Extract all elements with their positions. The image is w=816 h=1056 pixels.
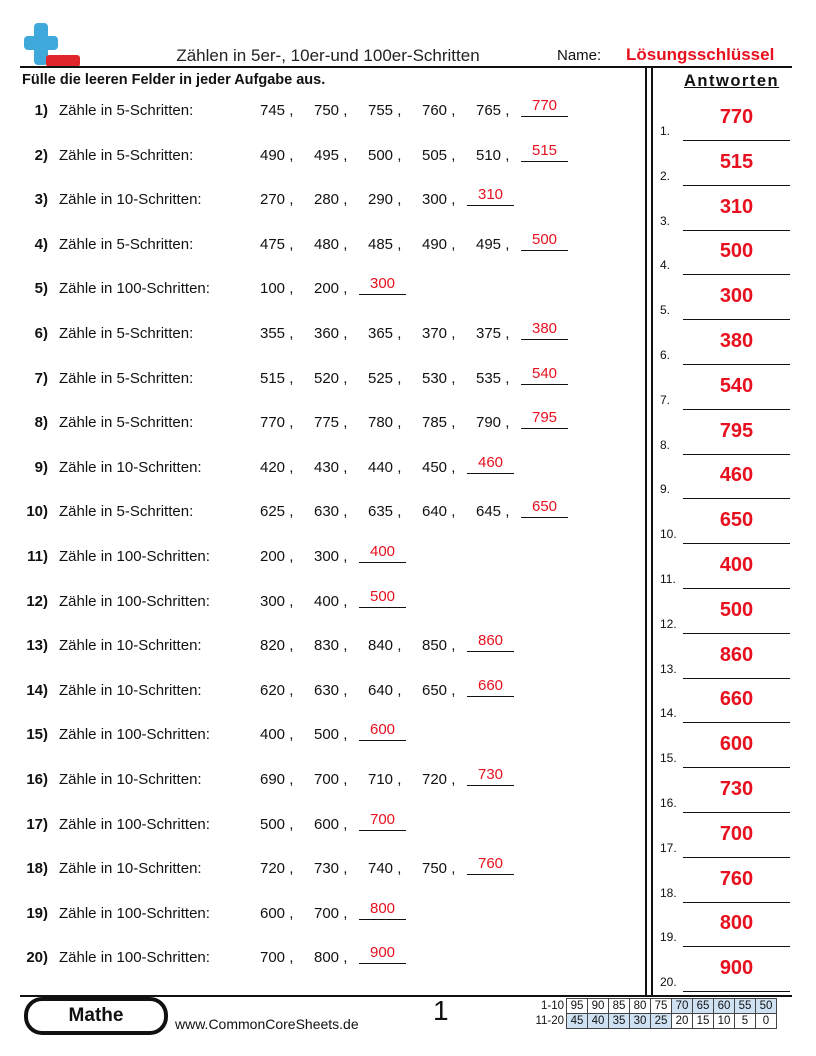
answer-key-row bbox=[659, 821, 794, 865]
sequence-value: 620 , bbox=[260, 681, 294, 699]
answer-key-line bbox=[683, 498, 790, 499]
problem-number: 19) bbox=[26, 904, 48, 922]
problem-row bbox=[0, 632, 640, 661]
sequence-value: 830 , bbox=[314, 637, 348, 655]
sequence-value: 300 , bbox=[260, 592, 294, 610]
answer-key-value: 380 bbox=[719, 330, 754, 352]
sequence-value: 635 , bbox=[368, 503, 402, 521]
problem-label: Zähle in 10-Schritten: bbox=[59, 771, 202, 788]
problem-number: 6) bbox=[34, 325, 48, 342]
answer-blank[interactable]: 700 bbox=[359, 810, 406, 831]
sequence-value: 700 , bbox=[314, 771, 348, 788]
sequence-value: 790 , bbox=[476, 414, 510, 432]
sequence-value: 450 , bbox=[422, 458, 456, 476]
problem-label: Zähle in 10-Schritten: bbox=[59, 191, 202, 209]
problem-label: Zähle in 5-Schritten: bbox=[59, 369, 194, 387]
answer-key-value: 515 bbox=[719, 150, 754, 173]
sequence-value: 495 , bbox=[476, 235, 510, 253]
sequence-value: 500 , bbox=[314, 726, 348, 744]
sequence-value: 490 , bbox=[260, 146, 294, 164]
answer-key-value: 500 bbox=[719, 598, 754, 621]
answer-key-line bbox=[683, 722, 790, 723]
sequence-value: 640 , bbox=[368, 681, 402, 699]
answer-key-line bbox=[683, 767, 790, 768]
answer-key-number: 10. bbox=[660, 527, 677, 542]
answer-key-number: 3. bbox=[660, 213, 671, 228]
answer-key-line bbox=[683, 319, 790, 320]
score-cell: 5 bbox=[735, 1014, 756, 1029]
score-cell: 80 bbox=[630, 999, 651, 1014]
answer-key-line bbox=[683, 588, 790, 589]
sequence-value: 850 , bbox=[422, 637, 456, 655]
answer-key-line bbox=[683, 678, 790, 679]
answer-key-number: 18. bbox=[660, 885, 677, 900]
answer-key-row bbox=[659, 597, 794, 641]
problem-row bbox=[0, 186, 640, 215]
answer-key-row bbox=[659, 283, 794, 327]
sequence-value: 750 , bbox=[314, 102, 348, 119]
answer-key-row bbox=[659, 418, 794, 462]
sequence-value: 370 , bbox=[422, 325, 456, 342]
problem-row bbox=[0, 97, 640, 126]
answer-key-number: 20. bbox=[660, 975, 677, 990]
score-cell: 90 bbox=[588, 999, 609, 1014]
sequence-value: 720 , bbox=[422, 771, 456, 788]
score-cell: 40 bbox=[588, 1014, 609, 1029]
answer-key-number: 9. bbox=[660, 482, 671, 497]
sequence-value: 515 , bbox=[260, 369, 294, 387]
answer-key-value: 460 bbox=[719, 464, 754, 487]
sequence-value: 280 , bbox=[314, 191, 348, 209]
problem-label: Zähle in 5-Schritten: bbox=[59, 146, 194, 164]
sequence-value: 645 , bbox=[476, 503, 510, 521]
problem-number: 20) bbox=[26, 949, 48, 967]
problem-number: 2) bbox=[34, 146, 48, 164]
sequence-value: 300 , bbox=[314, 548, 348, 565]
sequence-value: 755 , bbox=[368, 102, 402, 119]
score-cell: 15 bbox=[693, 1014, 714, 1029]
score-cell: 0 bbox=[756, 1014, 777, 1029]
sequence-value: 480 , bbox=[314, 235, 348, 253]
answer-key-row bbox=[659, 776, 794, 820]
instructions: Fülle die leeren Felder in jeder Aufgabe aus. bbox=[22, 72, 326, 88]
problem-row bbox=[0, 810, 640, 840]
sequence-value: 375 , bbox=[476, 325, 510, 342]
answer-key-row bbox=[659, 328, 794, 372]
score-cell: 65 bbox=[693, 999, 714, 1014]
sequence-value: 720 , bbox=[260, 860, 294, 878]
answer-key-row bbox=[659, 910, 794, 954]
answer-key-number: 14. bbox=[660, 706, 677, 721]
answer-key-number: 11. bbox=[660, 572, 676, 586]
problem-label: Zähle in 5-Schritten: bbox=[59, 102, 194, 119]
answer-key-number: 15. bbox=[660, 751, 677, 766]
answer-key-value: 800 bbox=[719, 912, 754, 935]
answer-key-value: 600 bbox=[719, 733, 754, 756]
answer-key-row bbox=[659, 149, 794, 193]
answer-key-row bbox=[659, 462, 794, 506]
answer-key-line bbox=[683, 946, 790, 947]
page-number: 1 bbox=[433, 995, 449, 1026]
answer-blank[interactable]: 760 bbox=[467, 854, 514, 875]
score-cell: 60 bbox=[714, 999, 735, 1014]
sequence-value: 400 , bbox=[260, 726, 294, 744]
answer-blank[interactable]: 730 bbox=[467, 765, 514, 786]
score-row bbox=[530, 1014, 777, 1029]
sequence-value: 700 , bbox=[260, 949, 294, 967]
sequence-value: 355 , bbox=[260, 325, 294, 342]
problem-number: 18) bbox=[26, 860, 48, 878]
problem-row bbox=[0, 543, 640, 572]
answer-key-row bbox=[659, 104, 794, 148]
problem-row bbox=[0, 409, 640, 438]
sequence-value: 495 , bbox=[314, 146, 348, 164]
answer-key-number: 4. bbox=[660, 258, 671, 273]
answer-blank[interactable]: 800 bbox=[359, 899, 406, 920]
score-cell: 95 bbox=[567, 999, 588, 1014]
answer-key-value: 400 bbox=[719, 554, 754, 576]
sequence-value: 730 , bbox=[314, 860, 348, 878]
problem-label: Zähle in 100-Schritten: bbox=[59, 280, 210, 298]
answer-key-row bbox=[659, 955, 794, 999]
answer-key-value: 795 bbox=[719, 419, 754, 442]
website-link[interactable]: www.CommonCoreSheets.de bbox=[175, 1016, 359, 1032]
answer-key-row bbox=[659, 552, 794, 596]
answer-blank[interactable]: 515 bbox=[521, 141, 568, 162]
score-cell: 30 bbox=[630, 1014, 651, 1029]
answer-key-number: 7. bbox=[660, 392, 671, 407]
problem-row bbox=[0, 453, 640, 483]
answer-key-line bbox=[683, 454, 790, 455]
sequence-value: 785 , bbox=[422, 414, 456, 432]
sequence-value: 650 , bbox=[422, 681, 456, 699]
problem-row bbox=[0, 676, 640, 706]
answer-key-number: 19. bbox=[660, 930, 677, 945]
problem-row bbox=[0, 498, 640, 527]
sequence-value: 365 , bbox=[368, 325, 402, 342]
answer-key-line bbox=[683, 364, 790, 365]
score-cell: 10 bbox=[714, 1014, 735, 1029]
sequence-value: 535 , bbox=[476, 369, 510, 387]
problem-row bbox=[0, 721, 640, 750]
score-cell: 25 bbox=[651, 1014, 672, 1029]
answer-key-line bbox=[683, 185, 790, 186]
sequence-value: 525 , bbox=[368, 369, 402, 387]
answer-key-value: 730 bbox=[719, 778, 754, 800]
sequence-value: 800 , bbox=[314, 949, 348, 967]
sequence-value: 490 , bbox=[422, 235, 456, 253]
answer-blank[interactable]: 400 bbox=[359, 542, 406, 563]
problem-row bbox=[0, 275, 640, 304]
problem-label: Zähle in 100-Schritten: bbox=[59, 949, 210, 967]
score-cell: 50 bbox=[756, 999, 777, 1014]
answer-blank[interactable]: 500 bbox=[521, 230, 568, 251]
sequence-value: 100 , bbox=[260, 280, 294, 298]
problem-number: 15) bbox=[26, 726, 48, 744]
answer-key-line bbox=[683, 140, 790, 141]
sequence-value: 780 , bbox=[368, 414, 402, 432]
problem-number: 12) bbox=[26, 592, 48, 610]
problem-label: Zähle in 100-Schritten: bbox=[59, 548, 210, 565]
sequence-value: 775 , bbox=[314, 414, 348, 432]
answer-key-row bbox=[659, 194, 794, 238]
sequence-value: 750 , bbox=[422, 860, 456, 878]
score-row bbox=[530, 999, 777, 1014]
subject-badge: Mathe bbox=[26, 999, 166, 1033]
answer-blank[interactable]: 650 bbox=[521, 497, 568, 518]
answer-key-value: 500 bbox=[719, 240, 754, 263]
sequence-value: 300 , bbox=[422, 191, 456, 209]
sequence-value: 290 , bbox=[368, 191, 402, 209]
answer-key-line bbox=[683, 812, 790, 813]
problem-row bbox=[0, 587, 640, 617]
problem-number: 7) bbox=[34, 369, 48, 387]
problem-label: Zähle in 10-Schritten: bbox=[59, 681, 202, 699]
problem-label: Zähle in 10-Schritten: bbox=[59, 458, 202, 476]
answer-key-line bbox=[683, 543, 790, 544]
answer-key-value: 310 bbox=[719, 195, 754, 218]
problem-row bbox=[0, 230, 640, 260]
sequence-value: 630 , bbox=[314, 681, 348, 699]
header-rule bbox=[20, 66, 792, 68]
sequence-value: 500 , bbox=[368, 146, 402, 164]
sequence-value: 270 , bbox=[260, 191, 294, 209]
answer-blank[interactable]: 770 bbox=[521, 96, 568, 117]
column-divider-right bbox=[651, 66, 653, 996]
worksheet-title: Zählen in 5er-, 10er-und 100er-Schritten bbox=[176, 46, 480, 65]
problem-number: 17) bbox=[26, 815, 48, 833]
name-value: Lösungsschlüssel bbox=[626, 45, 775, 64]
problem-number: 5) bbox=[34, 280, 48, 298]
sequence-value: 530 , bbox=[422, 369, 456, 387]
answer-key-number: 5. bbox=[660, 303, 671, 318]
answer-key-number: 13. bbox=[660, 661, 677, 676]
sequence-value: 690 , bbox=[260, 771, 294, 788]
sequence-value: 505 , bbox=[422, 146, 456, 164]
answer-blank[interactable]: 600 bbox=[359, 720, 406, 741]
problem-label: Zähle in 100-Schritten: bbox=[59, 815, 210, 833]
answer-key-number: 6. bbox=[660, 348, 671, 362]
sequence-value: 625 , bbox=[260, 503, 294, 521]
answer-blank[interactable]: 860 bbox=[467, 631, 514, 652]
problem-label: Zähle in 100-Schritten: bbox=[59, 592, 210, 610]
problem-row bbox=[0, 766, 640, 795]
answer-key-line bbox=[683, 274, 790, 275]
sequence-value: 710 , bbox=[368, 771, 402, 788]
problem-label: Zähle in 100-Schritten: bbox=[59, 726, 210, 744]
answer-key-value: 770 bbox=[719, 106, 754, 128]
sequence-value: 400 , bbox=[314, 592, 348, 610]
score-cell: 75 bbox=[651, 999, 672, 1014]
problem-row bbox=[0, 320, 640, 349]
sequence-value: 475 , bbox=[260, 235, 294, 253]
answer-key-line bbox=[683, 902, 790, 903]
score-cell: 70 bbox=[672, 999, 693, 1014]
footer-rule bbox=[20, 995, 792, 997]
sequence-value: 630 , bbox=[314, 503, 348, 521]
score-table bbox=[530, 998, 777, 1029]
sequence-value: 360 , bbox=[314, 325, 348, 342]
problem-label: Zähle in 5-Schritten: bbox=[59, 414, 194, 432]
answer-blank[interactable]: 795 bbox=[521, 408, 568, 429]
answer-key-row bbox=[659, 686, 794, 730]
answer-blank[interactable]: 500 bbox=[359, 587, 406, 608]
answer-key-value: 900 bbox=[719, 957, 754, 980]
sequence-value: 430 , bbox=[314, 458, 348, 476]
sequence-value: 640 , bbox=[422, 503, 456, 521]
answer-blank[interactable]: 300 bbox=[359, 274, 406, 295]
problem-row bbox=[0, 141, 640, 171]
answer-key-number: 17. bbox=[660, 840, 677, 855]
sequence-value: 820 , bbox=[260, 637, 294, 655]
answer-key-number: 12. bbox=[660, 616, 677, 631]
answer-key-row bbox=[659, 642, 794, 686]
answer-key-row bbox=[659, 507, 794, 551]
problem-number: 13) bbox=[26, 637, 48, 655]
answer-key-number: 16. bbox=[660, 796, 677, 810]
answer-key-row bbox=[659, 866, 794, 910]
answer-blank[interactable]: 380 bbox=[521, 319, 568, 340]
answer-blank[interactable]: 540 bbox=[521, 364, 568, 385]
answer-key-value: 300 bbox=[719, 285, 754, 308]
sequence-value: 770 , bbox=[260, 414, 294, 432]
problem-label: Zähle in 5-Schritten: bbox=[59, 235, 194, 253]
answer-blank[interactable]: 310 bbox=[467, 185, 514, 206]
sequence-value: 745 , bbox=[260, 102, 294, 119]
problem-number: 4) bbox=[34, 235, 48, 253]
answer-key-value: 540 bbox=[719, 374, 754, 397]
answer-key-line bbox=[683, 409, 790, 410]
sequence-value: 520 , bbox=[314, 369, 348, 387]
answer-key-row bbox=[659, 238, 794, 282]
answer-key-row bbox=[659, 731, 794, 775]
answer-key-number: 8. bbox=[660, 437, 671, 452]
answer-key-value: 700 bbox=[719, 822, 754, 845]
sequence-value: 840 , bbox=[368, 637, 402, 655]
score-row-label: 11-20 bbox=[535, 1015, 564, 1027]
problem-number: 9) bbox=[34, 458, 48, 476]
score-cell: 20 bbox=[672, 1014, 693, 1029]
answer-blank[interactable]: 460 bbox=[467, 453, 514, 474]
problem-label: Zähle in 5-Schritten: bbox=[59, 503, 194, 521]
problem-row bbox=[0, 899, 640, 929]
answer-key-line bbox=[683, 633, 790, 634]
problem-number: 8) bbox=[34, 414, 48, 432]
answer-key-line bbox=[683, 857, 790, 858]
answer-blank[interactable]: 900 bbox=[359, 943, 406, 964]
problem-label: Zähle in 10-Schritten: bbox=[59, 637, 202, 655]
sequence-value: 740 , bbox=[368, 860, 402, 878]
answer-key-value: 650 bbox=[719, 509, 754, 532]
problem-number: 11) bbox=[27, 548, 48, 565]
answer-blank[interactable]: 660 bbox=[467, 676, 514, 697]
answer-key-value: 860 bbox=[719, 643, 754, 666]
sequence-value: 760 , bbox=[422, 102, 456, 119]
answer-key-line bbox=[683, 230, 790, 231]
sequence-value: 600 , bbox=[260, 904, 294, 922]
sequence-value: 200 , bbox=[314, 280, 348, 298]
score-cell: 85 bbox=[609, 999, 630, 1014]
problem-number: 16) bbox=[26, 771, 48, 788]
problem-row bbox=[0, 364, 640, 394]
column-divider-left bbox=[645, 66, 647, 996]
name-label: Name: bbox=[557, 47, 602, 64]
problem-label: Zähle in 5-Schritten: bbox=[59, 325, 194, 342]
sequence-value: 510 , bbox=[476, 146, 510, 164]
sequence-value: 500 , bbox=[260, 815, 294, 833]
sequence-value: 420 , bbox=[260, 458, 294, 476]
score-cell: 55 bbox=[735, 999, 756, 1014]
answer-key-number: 1. bbox=[660, 124, 671, 138]
problem-row bbox=[0, 855, 640, 884]
problem-label: Zähle in 10-Schritten: bbox=[59, 860, 202, 878]
score-cell: 45 bbox=[567, 1014, 588, 1029]
sequence-value: 700 , bbox=[314, 904, 348, 922]
sequence-value: 440 , bbox=[368, 458, 402, 476]
answer-key-line bbox=[683, 991, 790, 992]
answers-heading: Antworten bbox=[684, 72, 780, 90]
answer-key-row bbox=[659, 373, 794, 417]
problem-number: 10) bbox=[26, 503, 48, 521]
problem-number: 1) bbox=[34, 102, 48, 119]
problem-label: Zähle in 100-Schritten: bbox=[59, 904, 210, 922]
sequence-value: 600 , bbox=[314, 815, 348, 833]
sequence-value: 765 , bbox=[476, 102, 510, 119]
answer-key-value: 760 bbox=[719, 867, 754, 890]
answer-key-number: 2. bbox=[660, 168, 671, 183]
answer-key-value: 660 bbox=[719, 688, 754, 711]
problem-row bbox=[0, 944, 640, 973]
problem-number: 14) bbox=[26, 681, 48, 699]
score-cell: 35 bbox=[609, 1014, 630, 1029]
problem-number: 3) bbox=[34, 191, 48, 209]
sequence-value: 485 , bbox=[368, 235, 402, 253]
score-row-label: 1-10 bbox=[540, 1000, 564, 1012]
sequence-value: 200 , bbox=[260, 548, 294, 565]
